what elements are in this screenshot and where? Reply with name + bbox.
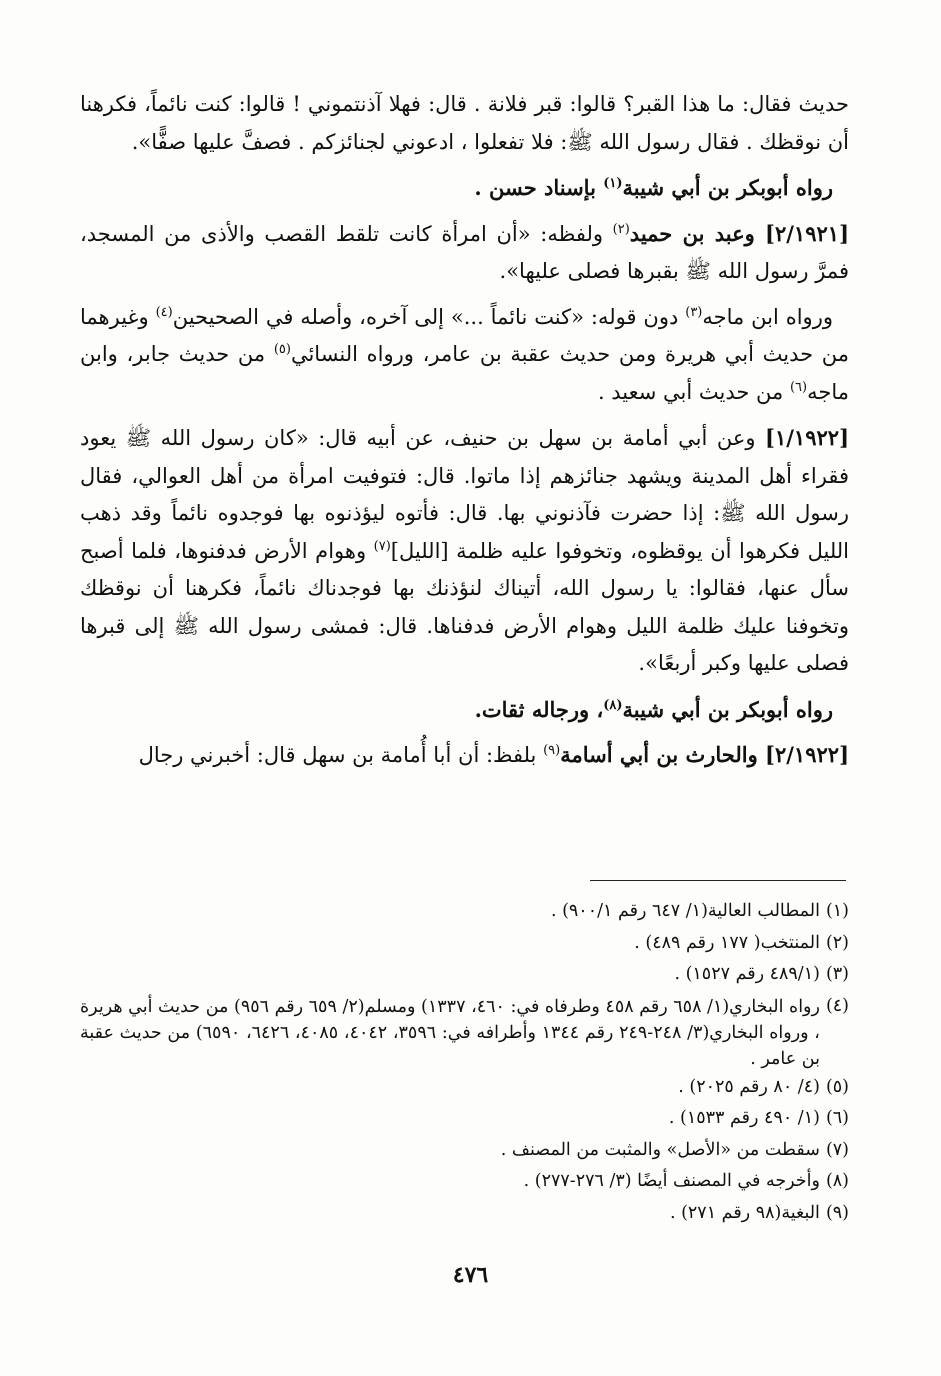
footnote-ref[interactable]: (١) [603,176,623,191]
footnote-divider [590,880,846,881]
footnote-ref[interactable]: (٦) [789,379,808,395]
main-text [80,86,849,783]
footnotes-section [80,896,849,1229]
footnote-ref[interactable]: (٣) [685,304,703,320]
paragraph-p7 [80,736,849,775]
text-run: ، ورجاله ثقات. [474,696,604,722]
hadith-reference: [١/١٩٢٢] [765,425,849,450]
paragraph-p3 [80,215,849,291]
text-run: رواه أبوبكر بن أبي شيبة [622,696,833,722]
text-run: من حديث أبي سعيد . [597,379,790,404]
text-run: بلفظ: أن أبا أُمامة بن سهل قال: أخبرني رجال [138,743,544,767]
footnote-item [80,991,849,1072]
footnote-number: (٦) [825,1108,849,1128]
text-run: دون قوله: «كنت نائماً ...» إلى آخره، وأصله في الصحيحين [172,304,686,329]
footnote-ref[interactable]: (٤) [155,304,173,320]
text-run: بإسناد حسن . [474,175,604,200]
footnote-ref[interactable]: (٥) [273,342,291,357]
footnote-item [80,1166,849,1198]
footnote-text: البغية(٩٨ رقم ٢٧١) . [669,1202,820,1223]
footnote-text: (٤٨٩/١ رقم ١٥٢٧) . [674,964,820,984]
text-run: حديث فقال: ما هذا القبر؟ قالوا: قبر فلانة . قال: فهلا آذنتموني ! قالوا: كنت نائماً، فكرهنا أن نوقظك . فقال رسول الله ﷺ: فلا تفعلوا ، ادعوني لجنائزكم . فصفَّ عليها صفًّا». [80,92,849,154]
page-number: ٤٧٦ [452,1262,489,1288]
text-run: ورواه ابن ماجه [702,304,833,329]
footnote-item [80,959,849,991]
paragraph-p4 [80,299,849,412]
footnote-item [80,1198,849,1230]
footnote-text: (١/ ٤٩٠ رقم ١٥٣٣) . [668,1108,820,1128]
footnote-item [80,928,849,960]
footnote-number: (١) [825,901,849,921]
footnote-number: (٩) [825,1202,849,1223]
footnote-number: (٧) [825,1139,849,1160]
footnote-item [80,1135,849,1167]
footnote-ref[interactable]: (٧) [373,538,391,554]
hadith-reference: [٢/١٩٢٢] والحارث بن أبي أسامة [560,742,849,767]
footnote-text: سقطت من «الأصل» والمثبت من المصنف . [500,1139,820,1160]
footnote-ref[interactable]: (٢) [612,221,630,237]
text-run: ولفظه: «أن امرأة كانت تلقط القصب والأذى من المسجد، فمرَّ رسول الله ﷺ بقبرها فصلى عليها». [80,221,849,283]
footnote-text: المطالب العالية(١/ ٦٤٧ رقم ٩٠٠/١) . [550,901,820,921]
text-run: وغيرهما من حديث أبي هريرة ومن حديث عقبة بن عامر، ورواه النسائي [80,304,849,366]
footnote-number: (٣) [825,964,849,984]
footnote-text: المنتخب( ١٧٧ رقم ٤٨٩) . [634,932,820,953]
paragraph-p6 [80,691,849,729]
text-run: وهوام الأرض فدفنوها، فلما أصبح سأل عنها، فقالوا: يا رسول الله، أتيناك لنؤذنك بها فوجدناك نائماً، فكرهنا أن نوقظك وتخوفنا عليك ظلمة الليل وهوام الأرض فدفناها. قال: فمشى رسول الله ﷺ إلى قبرها فصلى عليها وكبر أربعًا». [80,538,849,675]
footnote-text: وأخرجه في المصنف أيضًا (٣/ ٢٧٦-٢٧٧) . [523,1171,820,1191]
footnote-item [80,1103,849,1135]
paragraph-p5 [80,419,849,683]
text-run: رواه أبوبكر بن أبي شيبة [622,175,833,200]
footnote-item [80,1072,849,1104]
footnote-ref[interactable]: (٨) [603,697,623,713]
paragraph-p1 [80,86,849,161]
footnote-ref[interactable]: (٩) [543,743,561,758]
footnote-text: رواه البخاري(١/ ٦٥٨ رقم ٤٥٨ وطرفاه في: ٤٦٠، ١٣٣٧) ومسلم(٢/ ٦٥٩ رقم ٩٥٦) من حديث أبي هريرة ، ورواه البخاري(٣/ ٢٤٨-٢٤٩ رقم ١٣٤٤ وأطرافه في: ٣٥٩٦، ٤٠٤٢، ٤٠٨٥، ٦٤٢٦، ٦٥٩٠) من حديث عقبة بن عامر . [80,996,820,1069]
paragraph-p2 [80,169,849,207]
footnote-number: (٤) [825,995,849,1016]
footnote-text: (٤/ ٨٠ رقم ٢٠٢٥) . [678,1076,820,1097]
text-run: وعن أبي أمامة بن سهل بن حنيف، عن أبيه قال: «كان رسول الله ﷺ يعود فقراء أهل المدينة ويشهد جنائزهم إذا ماتوا. قال: فتوفيت امرأة من أهل العوالي، فقال رسول الله ﷺ: إذا حضرت فآذنوني بها. قال: فأتوه ليؤذنوه بها فوجدوه نائماً وقد ذهب الليل فكرهوا أن يوقظوه، وتخوفوا عليه ظلمة [الليل] [80,426,850,563]
footnote-number: (٨) [825,1171,849,1191]
footnote-item [80,896,849,928]
footnote-number: (٥) [825,1076,849,1097]
footnote-number: (٢) [825,932,849,953]
text-run: من حديث جابر، وابن ماجه [80,342,849,404]
hadith-reference: [٢/١٩٢١] وعبد بن حميد [629,220,849,246]
